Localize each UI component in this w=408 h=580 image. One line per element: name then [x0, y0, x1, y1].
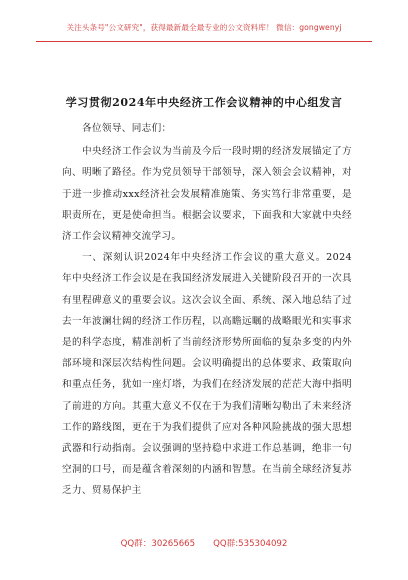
qq-group-2-label: QQ群:	[213, 539, 239, 549]
salutation: 各位领导、同志们：	[82, 123, 172, 134]
header-divider	[36, 41, 372, 42]
footer-contacts	[0, 537, 408, 549]
qq-group-1-label: QQ群：	[120, 539, 152, 549]
document-title: 学习贯彻2024年中央经济工作会议精神的中心组发言	[65, 96, 343, 109]
header-notice: 关注头条号"公文研究"，获得最新最全最专业的公文资料库！ 微信：gongwenyj	[66, 23, 342, 32]
document-body	[62, 118, 352, 502]
paragraph-section-one: 一、深刻认识2024年中央经济工作会议的重大意义。2024年中央经济工作会议是在我国经济发展进入关键阶段召开的一次具有里程碑意义的重要会议。这次会议全面、系统、深入地总结了过去一年波澜壮阔的经济工作历程，以高瞻远瞩的战略眼光和实事求是的科学态度，精准剖析了当前经济形势所面临的复杂多变的内外部环境和深层次结构性问题。会议明确提出的总体要求、政策取向和重点任务，犹如一座灯塔，为我们在经济发展的茫茫大海中指明了前进的方向。其重大意义不仅在于为我们清晰勾勒出了未来经济工作的路线图，更在于为我们提供了应对各种风险挑战的强大思想武器和行动指南。会议强调的坚持稳中求进工作总基调，绝非一句空洞的口号，而是蕴含着深刻的内涵和智慧。在当前全球经济复苏乏力、贸易保护主	[62, 252, 352, 497]
qq-group-1-number: 30265665	[151, 539, 196, 549]
qq-group-2-number: 535304092	[238, 539, 288, 549]
paragraph-intro: 中央经济工作会议为当前及今后一段时期的经济发展锚定了方向、明晰了路径。作为党员领导干部领导，深入领会会议精神，对于进一步推动xxx经济社会发展精准施策、务实笃行非常重要，是职责所在，更是使命担当。根据会议要求，下面我和大家就中央经济工作会议精神交流学习。	[62, 146, 352, 243]
